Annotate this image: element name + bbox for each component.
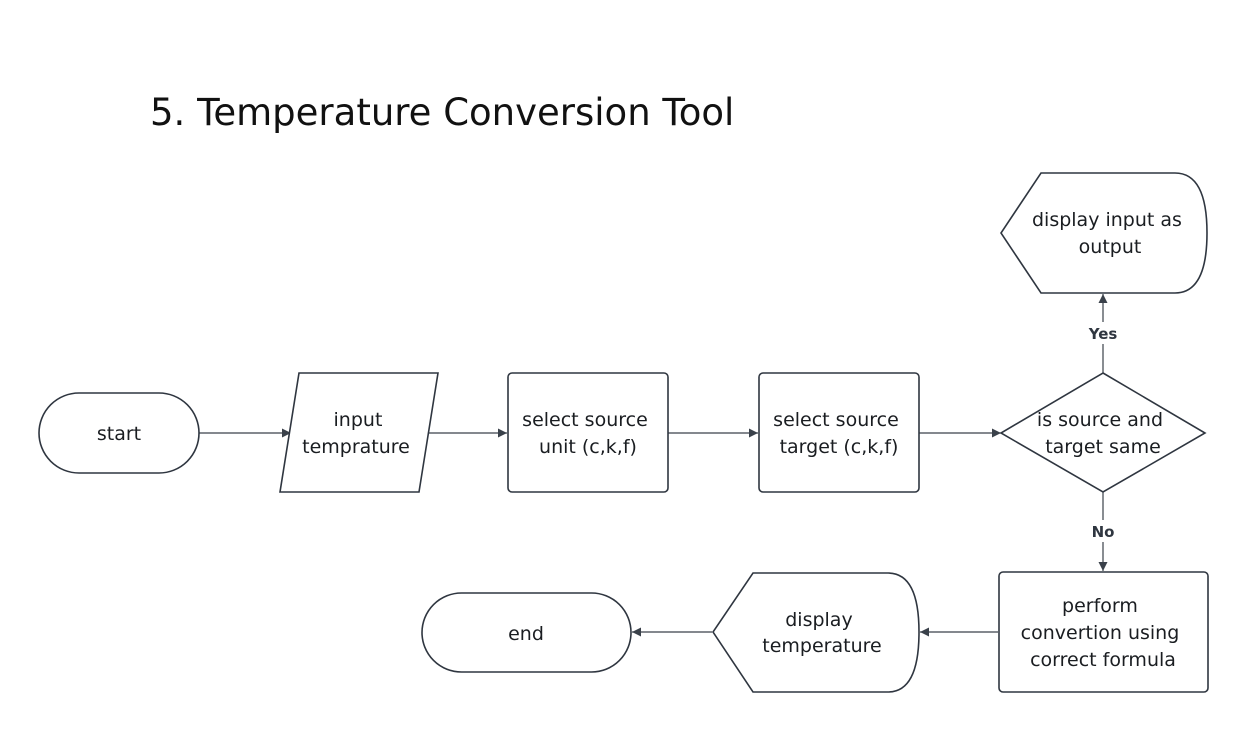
- display-shape: [1001, 173, 1207, 293]
- edge-label-yes: Yes: [1088, 325, 1118, 343]
- node-select-source-unit[interactable]: [508, 373, 668, 492]
- edge-label-no: No: [1091, 523, 1115, 541]
- node-start-label: start: [96, 423, 142, 445]
- node-select-source-unit-label: select source unit (c,k,f): [522, 409, 648, 458]
- decision-shape: [1001, 373, 1205, 492]
- node-decision-source-target-same[interactable]: [1001, 373, 1205, 492]
- parallelogram-shape: [280, 373, 438, 492]
- node-perform-conversion-label: perform convertion using correct formula: [1020, 595, 1180, 671]
- edge-label-yes-group: [1084, 322, 1122, 344]
- node-select-source-target-label: select source target (c,k,f): [773, 409, 899, 458]
- node-decision-label: is source and target same: [1036, 409, 1164, 458]
- process-shape: [759, 373, 919, 492]
- node-input-temperature-label: input temprature: [302, 409, 410, 458]
- node-start[interactable]: [39, 393, 199, 473]
- node-end[interactable]: [422, 593, 631, 672]
- display-shape: [713, 573, 919, 692]
- node-perform-conversion[interactable]: [999, 572, 1208, 692]
- process-shape: [508, 373, 668, 492]
- node-input-temperature[interactable]: [280, 373, 438, 492]
- node-end-label: end: [508, 623, 544, 645]
- edge-label-no-group: [1086, 520, 1120, 542]
- node-display-input-label: display input as output: [1031, 209, 1182, 258]
- node-display-temperature[interactable]: [713, 573, 919, 692]
- node-display-temperature-label: display temperature: [762, 609, 882, 657]
- page-title: 5. Temperature Conversion Tool: [150, 91, 735, 134]
- node-select-source-target[interactable]: [759, 373, 919, 492]
- node-display-input-as-output[interactable]: [1001, 173, 1207, 293]
